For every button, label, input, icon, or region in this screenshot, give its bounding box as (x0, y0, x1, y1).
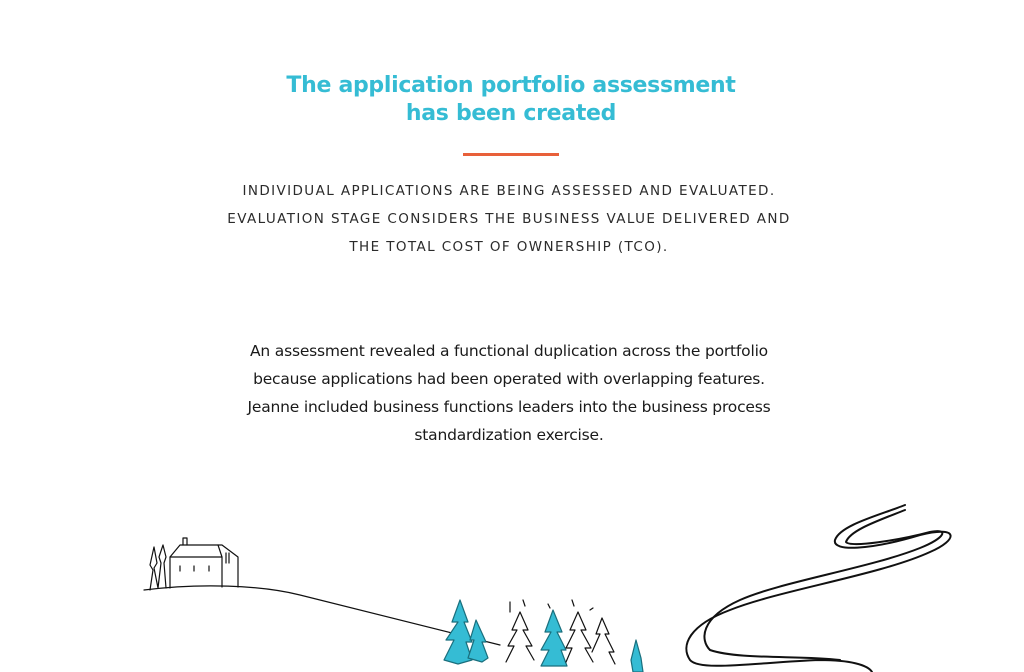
river-icon (686, 505, 950, 672)
subtitle-line-1: INDIVIDUAL APPLICATIONS ARE BEING ASSESSED AND EVALUATED. (242, 183, 776, 199)
title-line-1: The application portfolio assessment (286, 73, 736, 98)
body-line-3: Jeanne included business functions leaders into the business process (247, 398, 771, 416)
subtitle (0, 177, 1018, 261)
body-line-1: An assessment revealed a functional duplication across the portfolio (250, 342, 768, 360)
accent-divider (463, 153, 559, 156)
body-line-4: standardization exercise. (414, 426, 604, 444)
body-line-2: because applications had been operated with overlapping features. (253, 370, 765, 388)
subtitle-line-2: EVALUATION STAGE CONSIDERS THE BUSINESS VALUE DELIVERED AND (227, 211, 791, 227)
landscape-illustration (0, 490, 1024, 672)
forest-icon (444, 600, 643, 672)
title-line-2: has been created (405, 101, 617, 126)
subtitle-line-3: THE TOTAL COST OF OWNERSHIP (TCO). (349, 239, 669, 255)
page-title (0, 72, 1022, 128)
body-paragraph (0, 337, 1018, 449)
house-icon (144, 538, 500, 645)
